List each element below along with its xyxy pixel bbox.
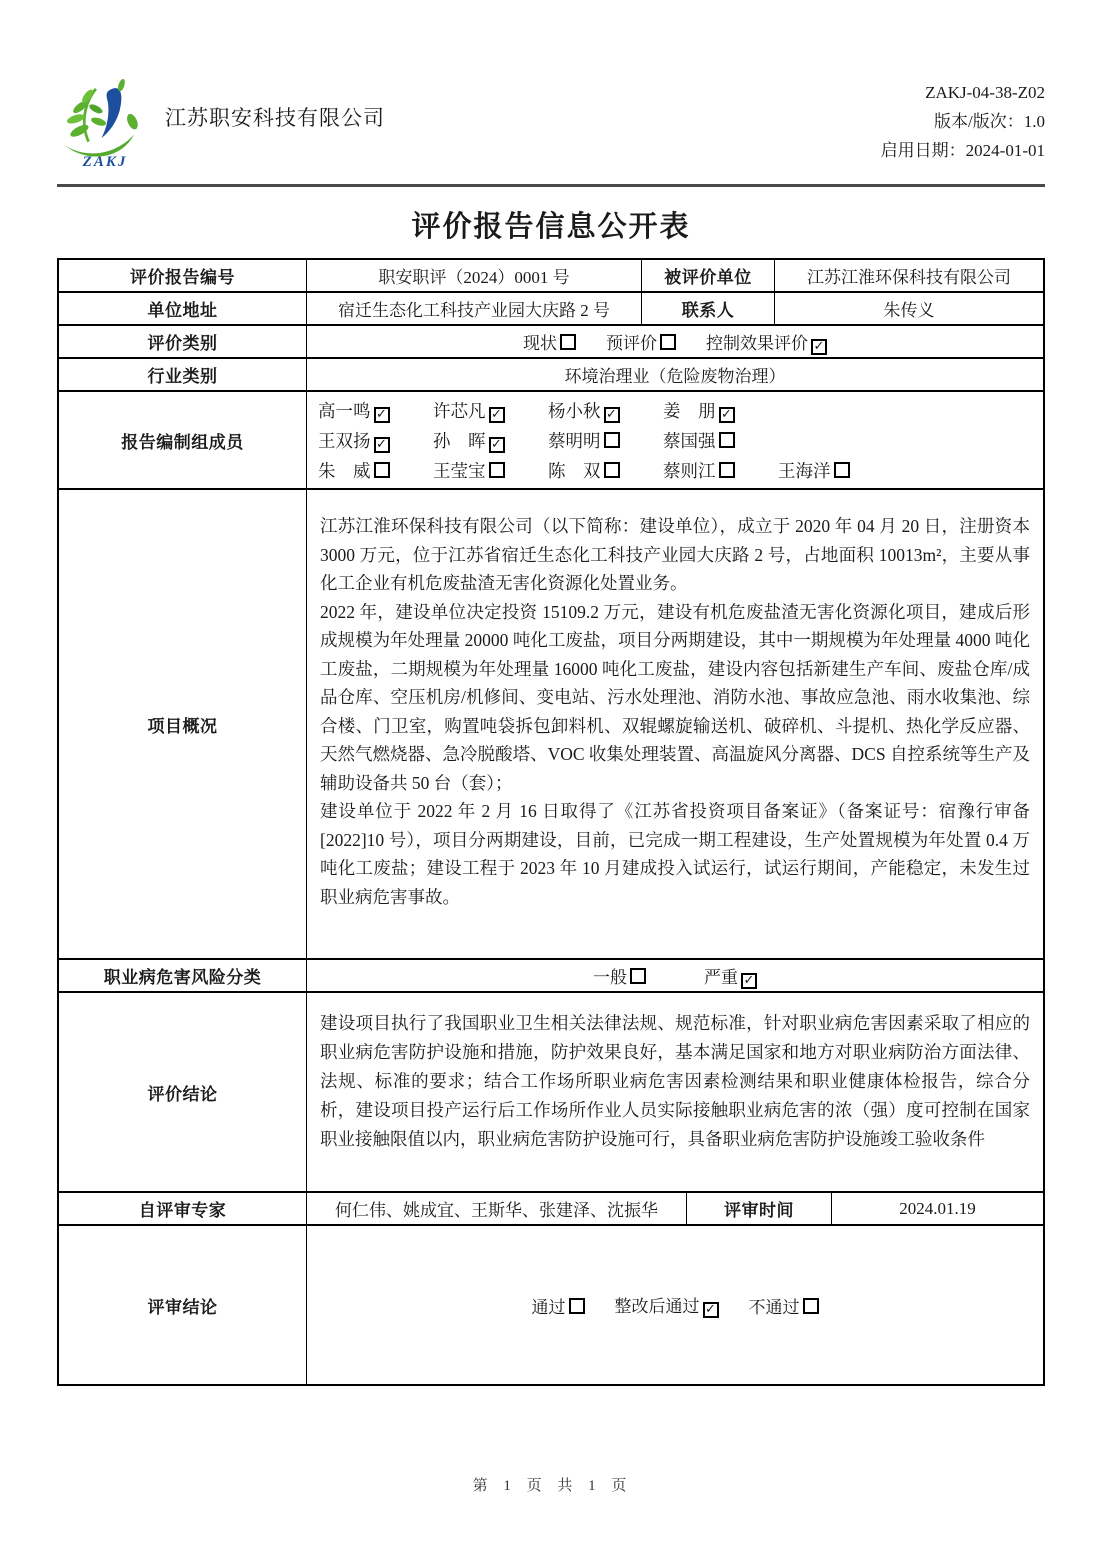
members-line-1 xyxy=(318,395,778,425)
industry-value: 环境治理业（危险废物治理） xyxy=(564,367,786,386)
risk-class-options xyxy=(307,960,1043,991)
member-name: 蔡明明 xyxy=(548,430,601,451)
member-name: 王海洋 xyxy=(778,460,831,481)
member-item xyxy=(548,398,663,423)
member-name: 蔡则江 xyxy=(663,460,716,481)
member-name: 杨小秋 xyxy=(548,400,601,421)
header-left xyxy=(57,76,385,171)
page-footer: 第 1 页 共 1 页 xyxy=(472,1478,630,1494)
overview-paragraph: 2022 年，建设单位决定投资 15109.2 万元，建设有机危废盐渣无害化资源化项目，建成后形成规模为年处理量 20000 吨化工废盐，项目分两期建设，其中一期规模为年处理量 4000 吨化工废盐，二期规模为年处理量 16000 吨化工废盐，建设内容包括新建生产车间、废盐仓库/成品仓库、空压机房/机修间、变电站、污水处理池、消防水池、事故应急池、雨水收集池、综合楼、门卫室，购置吨袋拆包卸料机、双辊螺旋输送机、破碎机、斗提机、热化学反应器、天然气燃烧器、急冷脱酸塔、VOC 收集处理装置、高温旋风分离器、DCS 自控系统等生产及辅助设备共 50 台（套）； xyxy=(320,601,1030,793)
experts-value: 何仁伟、姚成宜、王斯华、张建泽、沈振华 xyxy=(307,1193,687,1224)
risk-class-label: 职业病危害风险分类 xyxy=(59,960,307,991)
member-name: 陈 双 xyxy=(548,460,601,481)
review-conclusion-options xyxy=(307,1226,1043,1384)
conclusion-paragraph: 建设项目执行了我国职业卫生相关法律法规、规范标准，针对职业病危害因素采取了相应的职业病危害防护设施和措施，防护效果良好，基本满足国家和地方对职业病防治方面法律、法规、标准的要求；结合工作场所职业病危害因素检测结果和职业健康体检报告，综合分析，建设项目投产运行后工作场所作业人员实际接触职业病危害的浓（强）度可控制在国家职业接触限值以内，职业病危害防护设施可行，具备职业病危害防护设施竣工验收条件 xyxy=(320,1013,1030,1149)
option-label: 不通过 xyxy=(748,1297,800,1317)
review-time-value: 2024.01.19 xyxy=(899,1198,976,1218)
project-overview-text xyxy=(307,490,1043,958)
row-members xyxy=(59,392,1043,490)
doc-start-date: 启用日期：2024-01-01 xyxy=(880,141,1045,160)
option-current-status xyxy=(523,329,576,354)
option-label: 控制效果评价 xyxy=(706,333,808,353)
option-pass xyxy=(532,1293,585,1318)
contact-value: 朱传义 xyxy=(883,301,935,320)
checkbox-icon xyxy=(719,462,735,478)
info-table xyxy=(57,258,1045,1386)
member-name: 高一鸣 xyxy=(318,400,371,421)
experts-label: 自评审专家 xyxy=(59,1193,307,1224)
member-item xyxy=(663,398,778,423)
member-item xyxy=(778,458,893,483)
member-name: 姜 朋 xyxy=(663,400,716,421)
eval-conclusion-label: 评价结论 xyxy=(59,993,307,1191)
member-name: 王莹宝 xyxy=(433,460,486,481)
member-item xyxy=(433,458,548,483)
member-name: 蔡国强 xyxy=(663,430,716,451)
row-report-no xyxy=(59,260,1043,293)
row-project-overview xyxy=(59,490,1043,960)
option-control-effect xyxy=(706,329,827,355)
eval-conclusion-text xyxy=(307,993,1043,1191)
doc-version: 版本/版次：1.0 xyxy=(934,112,1045,131)
checkbox-icon xyxy=(489,462,505,478)
review-time-label: 评审时间 xyxy=(687,1193,832,1224)
member-item xyxy=(433,428,548,453)
option-general xyxy=(593,963,646,988)
checkbox-icon xyxy=(803,1298,819,1314)
member-item xyxy=(663,458,778,483)
member-name: 许芯凡 xyxy=(433,400,486,421)
doc-code: ZAKJ-04-38-Z02 xyxy=(925,83,1045,102)
row-address xyxy=(59,293,1043,326)
checkbox-icon xyxy=(489,407,505,423)
option-label: 现状 xyxy=(523,334,557,353)
checkbox-icon xyxy=(374,407,390,423)
row-self-review xyxy=(59,1193,1043,1226)
contact-label: 联系人 xyxy=(642,293,775,324)
members-line-2 xyxy=(318,425,778,455)
checkbox-icon xyxy=(560,334,576,350)
checkbox-icon xyxy=(703,1302,719,1318)
document-header xyxy=(57,76,1045,180)
member-item xyxy=(318,428,433,453)
checkbox-icon xyxy=(741,973,757,989)
member-item xyxy=(548,458,663,483)
members-label: 报告编制组成员 xyxy=(59,392,307,488)
option-pass-after-rectification xyxy=(615,1292,719,1318)
checkbox-icon xyxy=(374,437,390,453)
checkbox-icon xyxy=(569,1298,585,1314)
member-name: 王双扬 xyxy=(318,430,371,451)
checkbox-icon xyxy=(604,432,620,448)
option-fail xyxy=(749,1293,819,1318)
checkbox-icon xyxy=(604,407,620,423)
option-label: 通过 xyxy=(531,1297,566,1317)
row-eval-category xyxy=(59,326,1043,359)
member-item xyxy=(663,428,778,453)
row-review-conclusion xyxy=(59,1226,1043,1384)
overview-paragraph: 江苏江淮环保科技有限公司（以下简称：建设单位），成立于 2020 年 04 月 20 日，注册资本 3000 万元，位于江苏省宿迁生态化工科技产业园大庆路 2 号，占地面积 10013m²，主要从事化工企业有机危废盐渣无害化资源化处置业务。 xyxy=(320,516,1030,593)
row-eval-conclusion xyxy=(59,993,1043,1193)
option-severe xyxy=(704,963,757,989)
header-doc-info xyxy=(881,76,1045,165)
eval-category-label: 评价类别 xyxy=(59,326,307,357)
review-conclusion-label: 评审结论 xyxy=(59,1226,307,1384)
logo-text: ZAKJ xyxy=(82,154,128,170)
checkbox-icon xyxy=(719,407,735,423)
checkbox-icon xyxy=(630,968,646,984)
checkbox-icon xyxy=(604,462,620,478)
overview-paragraph: 建设单位于 2022 年 2 月 16 日取得了《江苏省投资项目备案证》（备案证号：宿豫行审备[2022]10 号），项目分两期建设，目前，已完成一期工程建设，生产处置规模为年处置 0.4 万吨化工废盐；建设工程于 2023 年 10 月建成投入试运行，试运行期间，产能稳定，未发生过职业病危害事故。 xyxy=(320,801,1030,907)
evaluated-unit-value: 江苏江淮环保科技有限公司 xyxy=(807,268,1011,287)
members-line-3 xyxy=(318,455,893,485)
address-value: 宿迁生态化工科技产业园大庆路 2 号 xyxy=(307,293,642,324)
evaluated-unit-label: 被评价单位 xyxy=(642,260,775,291)
option-label: 预评价 xyxy=(606,334,657,353)
option-label: 整改后通过 xyxy=(614,1297,700,1316)
members-list xyxy=(307,392,1043,488)
checkbox-icon xyxy=(660,334,676,350)
logo-graphic xyxy=(59,76,151,160)
checkbox-icon xyxy=(719,432,735,448)
option-label: 一般 xyxy=(593,968,627,987)
report-no-label: 评价报告编号 xyxy=(59,260,307,291)
row-risk-class xyxy=(59,960,1043,993)
checkbox-icon xyxy=(374,462,390,478)
member-name: 朱 威 xyxy=(318,460,371,481)
report-no-value: 职安职评（2024）0001 号 xyxy=(307,260,642,291)
eval-category-options xyxy=(307,326,1043,357)
checkbox-icon xyxy=(489,437,505,453)
option-pre-evaluation xyxy=(606,329,676,354)
member-item xyxy=(548,428,663,453)
project-overview-label: 项目概况 xyxy=(59,490,307,958)
member-item xyxy=(433,398,548,423)
checkbox-icon xyxy=(834,462,850,478)
member-item xyxy=(318,458,433,483)
page-title: 评价报告信息公开表 xyxy=(411,211,691,243)
header-divider xyxy=(57,184,1045,187)
checkbox-icon xyxy=(811,339,827,355)
member-name: 孙 晖 xyxy=(433,430,486,451)
company-name: 江苏职安科技有限公司 xyxy=(165,105,385,130)
row-industry xyxy=(59,359,1043,392)
address-label: 单位地址 xyxy=(59,293,307,324)
company-logo xyxy=(57,76,153,171)
industry-label: 行业类别 xyxy=(59,359,307,390)
option-label: 严重 xyxy=(704,967,738,987)
member-item xyxy=(318,398,433,423)
